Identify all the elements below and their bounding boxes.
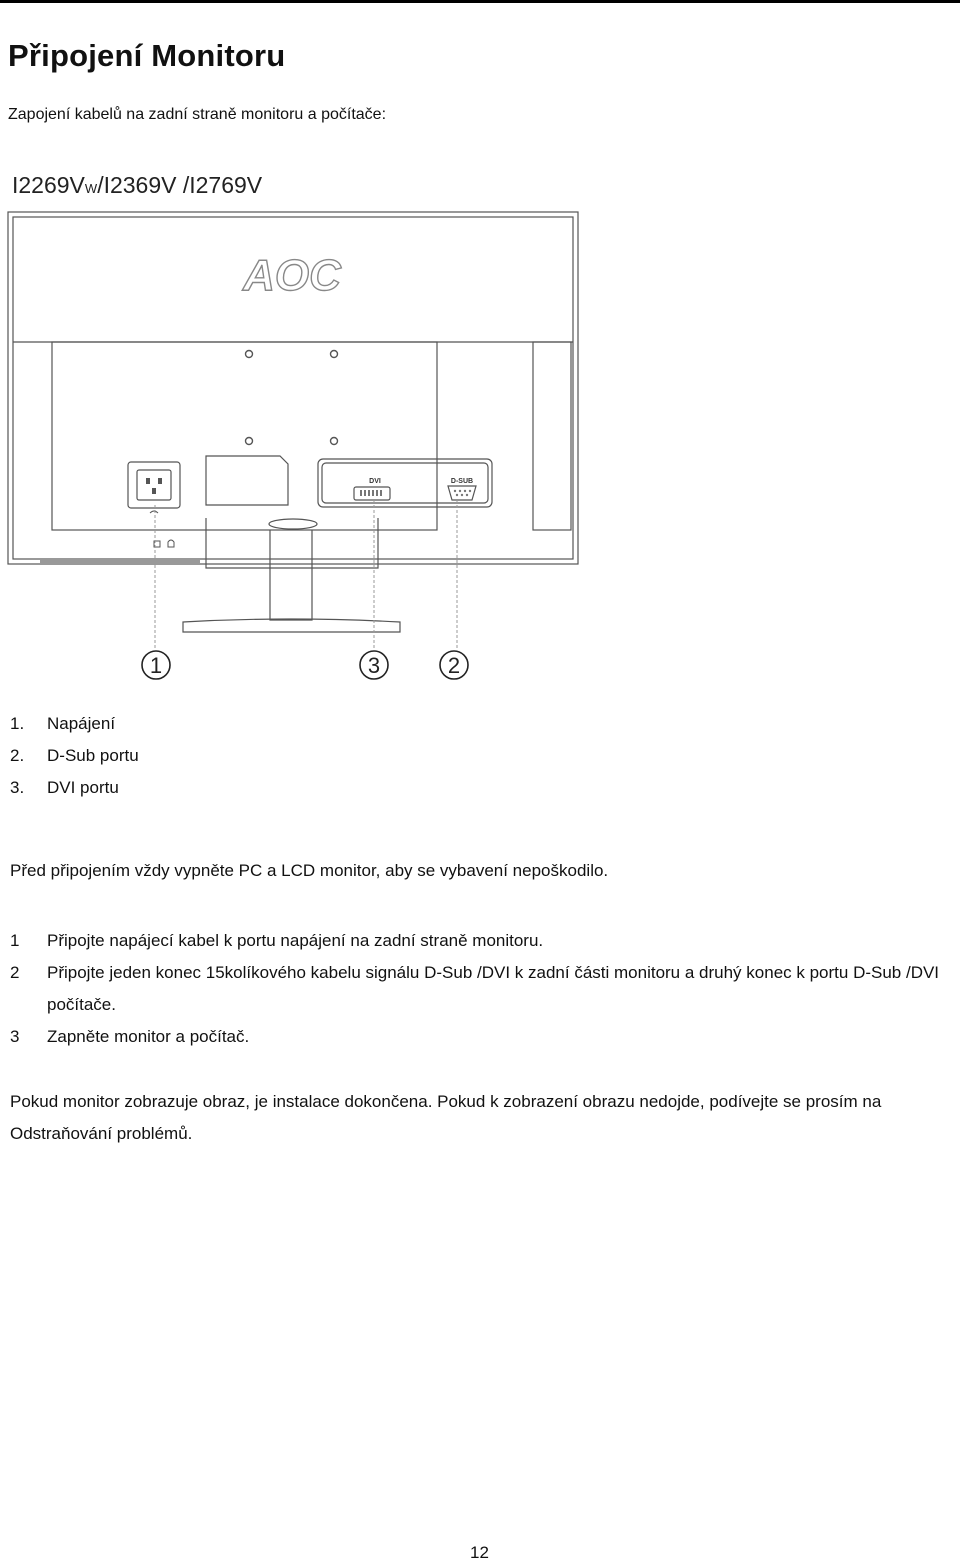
monitor-back-diagram [0,200,600,700]
top-rule [0,0,960,3]
steps-list [10,925,950,1053]
svg-text:2: 2 [447,653,461,678]
step-item [10,925,950,957]
step-item [10,1021,950,1053]
list-item-label: D-Sub portu [47,746,139,765]
step-number: 1 [10,931,20,950]
warning-text: Před připojením vždy vypněte PC a LCD monitor, aby se vybavení nepoškodilo. [10,861,609,880]
callout-2 [440,651,468,679]
step-text: Zapněte monitor a počítač. [47,1027,250,1046]
list-item [10,712,139,744]
step-number: 3 [10,1027,20,1046]
list-item [10,744,139,776]
subtitle: Zapojení kabelů na zadní straně monitoru a počítače: [8,106,387,123]
page-number: 12 [470,1543,489,1562]
dvi-port-label: DVI [369,478,381,485]
model-rest: /I2369V /I2769V [97,172,263,198]
list-item-number: 3. [10,778,25,797]
aoc-logo: AOC [243,251,341,300]
list-item-number: 2. [10,746,25,765]
callout-1 [142,651,170,679]
list-item [10,776,139,808]
model-first-suffix: W [84,181,98,196]
list-item-label: Napájení [47,714,116,733]
step-item [10,957,950,1021]
result-text: Pokud monitor zobrazuje obraz, je instalace dokončena. Pokud k zobrazení obrazu nedojde, podívejte se prosím na Odstraňování problémů. [10,1092,882,1143]
model-first: I2269V [12,172,85,198]
list-item-number: 1. [10,714,25,733]
step-text: Připojte jeden konec 15kolíkového kabelu signálu D-Sub /DVI k zadní části monitoru a druhý konec k portu D-Sub /DVI počítače. [47,963,940,1014]
dsub-port-label: D-SUB [450,478,474,485]
list-item-label: DVI portu [47,778,119,797]
model-label [12,172,262,199]
svg-text:1: 1 [149,653,163,678]
page-title: Připojení Monitoru [8,38,286,73]
step-number: 2 [10,963,20,982]
step-text: Připojte napájecí kabel k portu napájení na zadní straně monitoru. [47,931,544,950]
callout-3 [360,651,388,679]
ports-list [10,712,139,808]
svg-text:3: 3 [367,653,381,678]
